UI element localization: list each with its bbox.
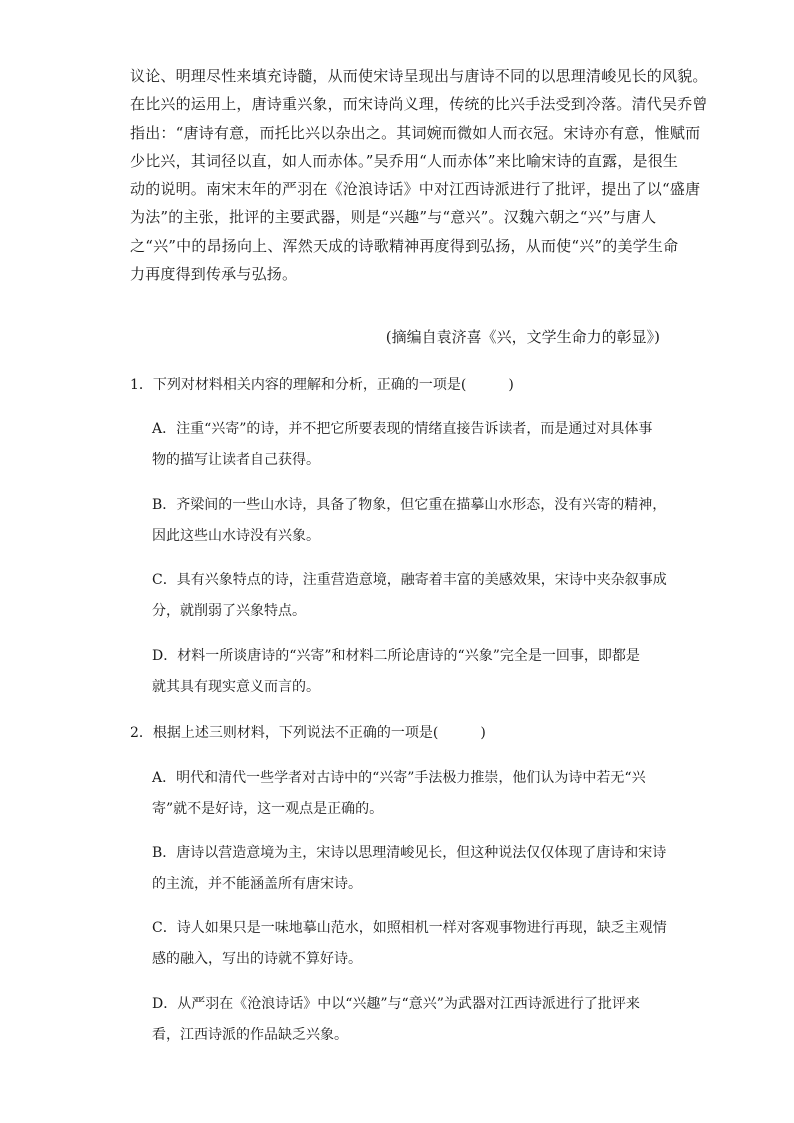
passage-line: 动的说明。南宋末年的严羽在《沧浪诗话》中对江西诗派进行了批评，提出了以“盛唐 <box>130 180 701 199</box>
option-line: 的主流，并不能涵盖所有唐宋诗。 <box>152 876 362 892</box>
option-line: 就其具有现实意义而言的。 <box>152 679 320 695</box>
option-line: 寄”就不是好诗，这一观点是正确的。 <box>152 801 384 817</box>
option-line: 感的融入，写出的诗就不算好诗。 <box>152 951 362 967</box>
question-2-option-b[interactable] <box>152 838 672 900</box>
question-2-option-d[interactable] <box>152 989 672 1051</box>
question-1-option-a[interactable] <box>152 414 672 476</box>
option-line: C．具有兴象特点的诗，注重营造意境，融寄着丰富的美感效果，宋诗中夹杂叙事成 <box>152 572 667 588</box>
option-line: 物的描写让读者自己获得。 <box>152 452 320 468</box>
option-line: A．明代和清代一些学者对古诗中的“兴寄”手法极力推崇，他们认为诗中若无“兴 <box>152 770 646 786</box>
question-1-option-b[interactable] <box>152 490 672 552</box>
question-1-option-d[interactable] <box>152 641 672 703</box>
question-2-option-a[interactable] <box>152 763 672 825</box>
question-1-option-c[interactable] <box>152 565 672 627</box>
question-1-stem: 1．下列对材料相关内容的理解和分析，正确的一项是( ) <box>130 377 514 393</box>
passage-line: 议论、明理尽性来填充诗髓，从而使宋诗呈现出与唐诗不同的以思理清峻见长的风貌。 <box>130 67 708 85</box>
option-line: 分，就削弱了兴象特点。 <box>152 603 306 619</box>
question-2-stem: 2．根据上述三则材料，下列说法不正确的一项是( ) <box>130 725 486 741</box>
option-line: B．齐梁间的一些山水诗，具备了物象，但它重在描摹山水形态，没有兴寄的精神， <box>152 497 667 513</box>
passage-text <box>130 62 708 288</box>
option-line: A．注重“兴寄”的诗，并不把它所要表现的情绪直接告诉读者，而是通过对具体事 <box>152 421 653 437</box>
option-line: 看，江西诗派的作品缺乏兴象。 <box>152 1027 348 1043</box>
passage-line: 少比兴，其词径以直，如人而赤体。”吴乔用“人而赤体”来比喻宋诗的直露，是很生 <box>130 151 679 170</box>
option-line: C．诗人如果只是一味地摹山范水，如照相机一样对客观事物进行再现，缺乏主观情 <box>152 920 667 936</box>
passage-line: 为法”的主张，批评的主要武器，则是“兴趣”与“意兴”。汉魏六朝之“兴”与唐人 <box>130 208 657 227</box>
passage-line: 之“兴”中的昂扬向上、浑然天成的诗歌精神再度得到弘扬，从而使“兴”的美学生命 <box>130 236 679 255</box>
option-line: B．唐诗以营造意境为主，宋诗以思理清峻见长，但这种说法仅仅体现了唐诗和宋诗 <box>152 845 667 861</box>
passage-line: 力再度得到传承与弘扬。 <box>130 265 298 284</box>
option-line: D．材料一所谈唐诗的“兴寄”和材料二所论唐诗的“兴象”完全是一回事，即都是 <box>152 648 640 664</box>
option-line: 因此这些山水诗没有兴象。 <box>152 528 320 544</box>
passage-line: 在比兴的运用上，唐诗重兴象，而宋诗尚义理，传统的比兴手法受到冷落。清代吴乔曾 <box>130 95 708 114</box>
option-line: D．从严羽在《沧浪诗话》中以“兴趣”与“意兴”为武器对江西诗派进行了批评来 <box>152 996 640 1012</box>
question-2-option-c[interactable] <box>152 913 672 975</box>
passage-source: (摘编自袁济喜《兴，文学生命力的彰显》) <box>385 328 660 346</box>
passage-line: 指出：“唐诗有意，而托比兴以杂出之。其词婉而微如人而衣冠。宋诗亦有意，惟赋而 <box>130 123 701 142</box>
